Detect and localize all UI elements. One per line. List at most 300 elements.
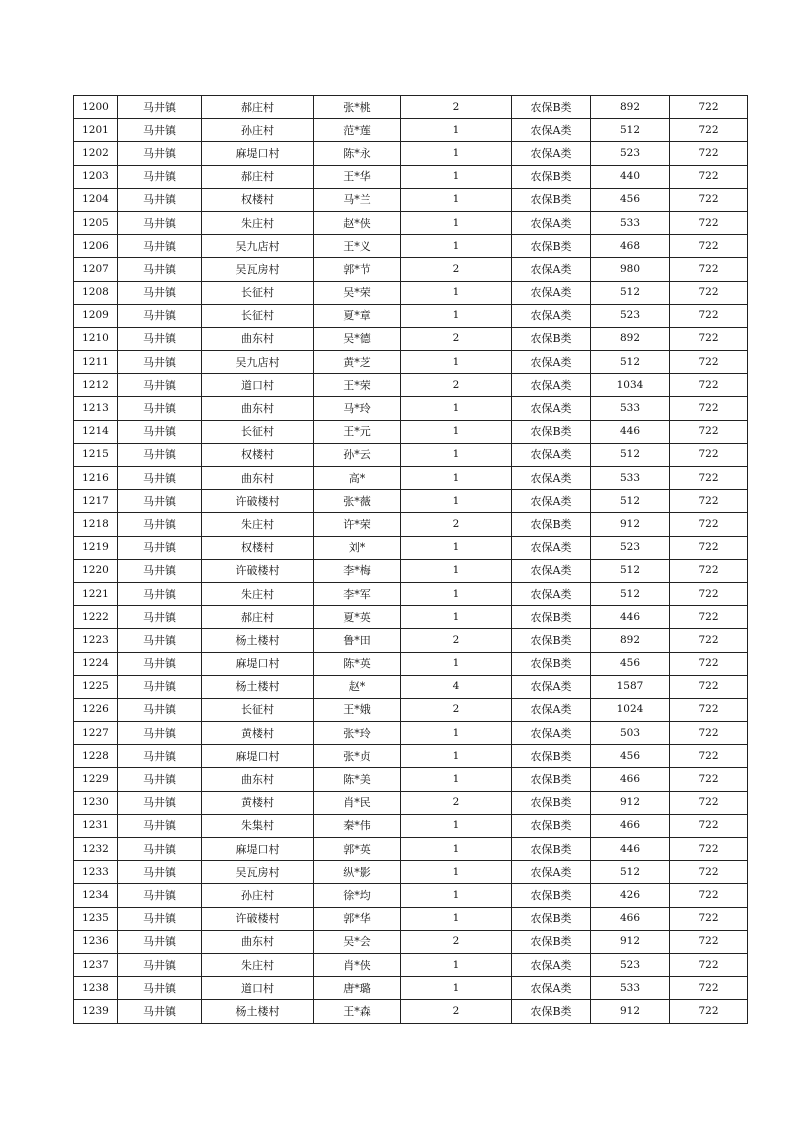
- table-row: [74, 235, 748, 258]
- table-row: [74, 96, 748, 119]
- household-count-cell: 2: [401, 698, 512, 721]
- row-number-cell: 1232: [74, 838, 118, 861]
- table-row: [74, 165, 748, 188]
- table-row: [74, 211, 748, 234]
- table-row: [74, 768, 748, 791]
- town-cell: 马井镇: [118, 235, 202, 258]
- household-count-cell: 1: [401, 188, 512, 211]
- row-number-cell: 1236: [74, 930, 118, 953]
- row-number-cell: 1205: [74, 211, 118, 234]
- town-cell: 马井镇: [118, 281, 202, 304]
- name-cell: 夏*英: [314, 606, 401, 629]
- town-cell: 马井镇: [118, 977, 202, 1000]
- household-count-cell: 1: [401, 768, 512, 791]
- standard-cell: 722: [670, 977, 748, 1000]
- table-row: [74, 745, 748, 768]
- insurance-category-cell: 农保B类: [512, 629, 591, 652]
- name-cell: 马*玲: [314, 397, 401, 420]
- village-cell: 权楼村: [202, 536, 314, 559]
- standard-cell: 722: [670, 838, 748, 861]
- row-number-cell: 1235: [74, 907, 118, 930]
- village-cell: 长征村: [202, 420, 314, 443]
- name-cell: 刘*: [314, 536, 401, 559]
- household-count-cell: 1: [401, 235, 512, 258]
- town-cell: 马井镇: [118, 652, 202, 675]
- standard-cell: 722: [670, 559, 748, 582]
- insurance-category-cell: 农保B类: [512, 327, 591, 350]
- village-cell: 郝庄村: [202, 96, 314, 119]
- table-row: [74, 838, 748, 861]
- amount-cell: 426: [591, 884, 670, 907]
- town-cell: 马井镇: [118, 953, 202, 976]
- insurance-category-cell: 农保A类: [512, 443, 591, 466]
- row-number-cell: 1208: [74, 281, 118, 304]
- town-cell: 马井镇: [118, 374, 202, 397]
- row-number-cell: 1206: [74, 235, 118, 258]
- village-cell: 杨土楼村: [202, 629, 314, 652]
- town-cell: 马井镇: [118, 513, 202, 536]
- name-cell: 范*莲: [314, 119, 401, 142]
- standard-cell: 722: [670, 281, 748, 304]
- amount-cell: 523: [591, 142, 670, 165]
- insurance-category-cell: 农保B类: [512, 420, 591, 443]
- standard-cell: 722: [670, 536, 748, 559]
- amount-cell: 512: [591, 351, 670, 374]
- row-number-cell: 1229: [74, 768, 118, 791]
- standard-cell: 722: [670, 165, 748, 188]
- amount-cell: 456: [591, 652, 670, 675]
- name-cell: 秦*伟: [314, 814, 401, 837]
- standard-cell: 722: [670, 1000, 748, 1023]
- table-row: [74, 930, 748, 953]
- household-count-cell: 1: [401, 559, 512, 582]
- amount-cell: 446: [591, 606, 670, 629]
- row-number-cell: 1219: [74, 536, 118, 559]
- standard-cell: 722: [670, 211, 748, 234]
- name-cell: 张*桃: [314, 96, 401, 119]
- table-row: [74, 629, 748, 652]
- insurance-category-cell: 农保A类: [512, 351, 591, 374]
- name-cell: 陈*英: [314, 652, 401, 675]
- row-number-cell: 1223: [74, 629, 118, 652]
- village-cell: 吴瓦房村: [202, 258, 314, 281]
- village-cell: 孙庄村: [202, 884, 314, 907]
- household-count-cell: 1: [401, 397, 512, 420]
- name-cell: 陈*永: [314, 142, 401, 165]
- town-cell: 马井镇: [118, 327, 202, 350]
- insurance-category-cell: 农保B类: [512, 235, 591, 258]
- standard-cell: 722: [670, 953, 748, 976]
- insurance-category-cell: 农保A类: [512, 304, 591, 327]
- name-cell: 郭*英: [314, 838, 401, 861]
- town-cell: 马井镇: [118, 930, 202, 953]
- row-number-cell: 1211: [74, 351, 118, 374]
- row-number-cell: 1224: [74, 652, 118, 675]
- insurance-category-cell: 农保B类: [512, 652, 591, 675]
- amount-cell: 466: [591, 907, 670, 930]
- amount-cell: 503: [591, 722, 670, 745]
- row-number-cell: 1204: [74, 188, 118, 211]
- household-count-cell: 1: [401, 814, 512, 837]
- name-cell: 黄*芝: [314, 351, 401, 374]
- name-cell: 郭*节: [314, 258, 401, 281]
- village-cell: 麻堤口村: [202, 142, 314, 165]
- table-row: [74, 443, 748, 466]
- town-cell: 马井镇: [118, 96, 202, 119]
- records-table: [73, 95, 748, 1024]
- table-row: [74, 559, 748, 582]
- household-count-cell: 2: [401, 374, 512, 397]
- insurance-category-cell: 农保B类: [512, 165, 591, 188]
- name-cell: 唐*璐: [314, 977, 401, 1000]
- amount-cell: 912: [591, 791, 670, 814]
- standard-cell: 722: [670, 258, 748, 281]
- amount-cell: 456: [591, 745, 670, 768]
- name-cell: 夏*章: [314, 304, 401, 327]
- household-count-cell: 1: [401, 420, 512, 443]
- town-cell: 马井镇: [118, 443, 202, 466]
- village-cell: 黄楼村: [202, 791, 314, 814]
- household-count-cell: 1: [401, 281, 512, 304]
- table-row: [74, 1000, 748, 1023]
- amount-cell: 892: [591, 96, 670, 119]
- village-cell: 道口村: [202, 374, 314, 397]
- village-cell: 麻堤口村: [202, 838, 314, 861]
- village-cell: 曲东村: [202, 397, 314, 420]
- name-cell: 赵*侠: [314, 211, 401, 234]
- row-number-cell: 1207: [74, 258, 118, 281]
- name-cell: 纵*影: [314, 861, 401, 884]
- town-cell: 马井镇: [118, 814, 202, 837]
- name-cell: 赵*: [314, 675, 401, 698]
- amount-cell: 468: [591, 235, 670, 258]
- amount-cell: 512: [591, 443, 670, 466]
- row-number-cell: 1202: [74, 142, 118, 165]
- standard-cell: 722: [670, 420, 748, 443]
- table-row: [74, 582, 748, 605]
- standard-cell: 722: [670, 119, 748, 142]
- row-number-cell: 1233: [74, 861, 118, 884]
- standard-cell: 722: [670, 304, 748, 327]
- village-cell: 长征村: [202, 304, 314, 327]
- row-number-cell: 1217: [74, 490, 118, 513]
- name-cell: 吴*会: [314, 930, 401, 953]
- standard-cell: 722: [670, 884, 748, 907]
- name-cell: 高*: [314, 467, 401, 490]
- village-cell: 麻堤口村: [202, 652, 314, 675]
- table-row: [74, 188, 748, 211]
- household-count-cell: 1: [401, 977, 512, 1000]
- town-cell: 马井镇: [118, 304, 202, 327]
- standard-cell: 722: [670, 374, 748, 397]
- household-count-cell: 2: [401, 629, 512, 652]
- household-count-cell: 2: [401, 513, 512, 536]
- standard-cell: 722: [670, 907, 748, 930]
- amount-cell: 1034: [591, 374, 670, 397]
- amount-cell: 523: [591, 953, 670, 976]
- name-cell: 许*荣: [314, 513, 401, 536]
- insurance-category-cell: 农保B类: [512, 513, 591, 536]
- amount-cell: 980: [591, 258, 670, 281]
- name-cell: 王*元: [314, 420, 401, 443]
- table-row: [74, 977, 748, 1000]
- amount-cell: 512: [591, 559, 670, 582]
- insurance-category-cell: 农保B类: [512, 768, 591, 791]
- insurance-category-cell: 农保A类: [512, 675, 591, 698]
- table-row: [74, 884, 748, 907]
- household-count-cell: 2: [401, 258, 512, 281]
- insurance-category-cell: 农保A类: [512, 467, 591, 490]
- town-cell: 马井镇: [118, 142, 202, 165]
- household-count-cell: 1: [401, 582, 512, 605]
- household-count-cell: 2: [401, 96, 512, 119]
- amount-cell: 892: [591, 327, 670, 350]
- amount-cell: 440: [591, 165, 670, 188]
- name-cell: 王*娥: [314, 698, 401, 721]
- table-row: [74, 142, 748, 165]
- row-number-cell: 1230: [74, 791, 118, 814]
- standard-cell: 722: [670, 652, 748, 675]
- standard-cell: 722: [670, 397, 748, 420]
- village-cell: 朱庄村: [202, 582, 314, 605]
- table-row: [74, 513, 748, 536]
- standard-cell: 722: [670, 930, 748, 953]
- row-number-cell: 1209: [74, 304, 118, 327]
- household-count-cell: 1: [401, 722, 512, 745]
- standard-cell: 722: [670, 443, 748, 466]
- village-cell: 权楼村: [202, 443, 314, 466]
- household-count-cell: 1: [401, 884, 512, 907]
- village-cell: 长征村: [202, 281, 314, 304]
- standard-cell: 722: [670, 745, 748, 768]
- insurance-category-cell: 农保B类: [512, 606, 591, 629]
- row-number-cell: 1239: [74, 1000, 118, 1023]
- insurance-category-cell: 农保A类: [512, 861, 591, 884]
- town-cell: 马井镇: [118, 188, 202, 211]
- village-cell: 吴九店村: [202, 351, 314, 374]
- standard-cell: 722: [670, 814, 748, 837]
- standard-cell: 722: [670, 768, 748, 791]
- amount-cell: 512: [591, 490, 670, 513]
- household-count-cell: 1: [401, 467, 512, 490]
- household-count-cell: 2: [401, 791, 512, 814]
- row-number-cell: 1227: [74, 722, 118, 745]
- household-count-cell: 1: [401, 745, 512, 768]
- table-row: [74, 722, 748, 745]
- table-row: [74, 791, 748, 814]
- town-cell: 马井镇: [118, 211, 202, 234]
- village-cell: 朱集村: [202, 814, 314, 837]
- row-number-cell: 1237: [74, 953, 118, 976]
- row-number-cell: 1212: [74, 374, 118, 397]
- name-cell: 吴*德: [314, 327, 401, 350]
- village-cell: 吴九店村: [202, 235, 314, 258]
- name-cell: 李*梅: [314, 559, 401, 582]
- amount-cell: 533: [591, 397, 670, 420]
- amount-cell: 912: [591, 1000, 670, 1023]
- household-count-cell: 1: [401, 652, 512, 675]
- village-cell: 吴瓦房村: [202, 861, 314, 884]
- table-row: [74, 119, 748, 142]
- household-count-cell: 1: [401, 606, 512, 629]
- town-cell: 马井镇: [118, 351, 202, 374]
- town-cell: 马井镇: [118, 675, 202, 698]
- insurance-category-cell: 农保A类: [512, 119, 591, 142]
- row-number-cell: 1210: [74, 327, 118, 350]
- town-cell: 马井镇: [118, 884, 202, 907]
- town-cell: 马井镇: [118, 629, 202, 652]
- town-cell: 马井镇: [118, 722, 202, 745]
- insurance-category-cell: 农保B类: [512, 838, 591, 861]
- village-cell: 朱庄村: [202, 513, 314, 536]
- name-cell: 张*玲: [314, 722, 401, 745]
- row-number-cell: 1231: [74, 814, 118, 837]
- household-count-cell: 1: [401, 490, 512, 513]
- insurance-category-cell: 农保A类: [512, 490, 591, 513]
- amount-cell: 912: [591, 513, 670, 536]
- standard-cell: 722: [670, 629, 748, 652]
- household-count-cell: 1: [401, 536, 512, 559]
- standard-cell: 722: [670, 467, 748, 490]
- table-row: [74, 420, 748, 443]
- insurance-category-cell: 农保A类: [512, 397, 591, 420]
- name-cell: 张*薇: [314, 490, 401, 513]
- insurance-category-cell: 农保A类: [512, 536, 591, 559]
- amount-cell: 512: [591, 582, 670, 605]
- village-cell: 权楼村: [202, 188, 314, 211]
- standard-cell: 722: [670, 235, 748, 258]
- table-row: [74, 467, 748, 490]
- village-cell: 曲东村: [202, 327, 314, 350]
- town-cell: 马井镇: [118, 838, 202, 861]
- amount-cell: 523: [591, 304, 670, 327]
- village-cell: 许破楼村: [202, 490, 314, 513]
- insurance-category-cell: 农保A类: [512, 698, 591, 721]
- insurance-category-cell: 农保B类: [512, 96, 591, 119]
- town-cell: 马井镇: [118, 559, 202, 582]
- insurance-category-cell: 农保A类: [512, 977, 591, 1000]
- village-cell: 郝庄村: [202, 606, 314, 629]
- insurance-category-cell: 农保B类: [512, 1000, 591, 1023]
- amount-cell: 446: [591, 420, 670, 443]
- town-cell: 马井镇: [118, 397, 202, 420]
- village-cell: 曲东村: [202, 467, 314, 490]
- row-number-cell: 1218: [74, 513, 118, 536]
- amount-cell: 512: [591, 119, 670, 142]
- records-table-body: [74, 96, 748, 1024]
- amount-cell: 456: [591, 188, 670, 211]
- name-cell: 吴*荣: [314, 281, 401, 304]
- row-number-cell: 1213: [74, 397, 118, 420]
- amount-cell: 446: [591, 838, 670, 861]
- row-number-cell: 1234: [74, 884, 118, 907]
- table-row: [74, 327, 748, 350]
- household-count-cell: 1: [401, 351, 512, 374]
- name-cell: 孙*云: [314, 443, 401, 466]
- amount-cell: 512: [591, 281, 670, 304]
- amount-cell: 466: [591, 768, 670, 791]
- standard-cell: 722: [670, 606, 748, 629]
- name-cell: 张*贞: [314, 745, 401, 768]
- insurance-category-cell: 农保A类: [512, 722, 591, 745]
- table-row: [74, 606, 748, 629]
- insurance-category-cell: 农保A类: [512, 142, 591, 165]
- town-cell: 马井镇: [118, 606, 202, 629]
- row-number-cell: 1225: [74, 675, 118, 698]
- name-cell: 徐*均: [314, 884, 401, 907]
- table-row: [74, 536, 748, 559]
- household-count-cell: 4: [401, 675, 512, 698]
- insurance-category-cell: 农保B类: [512, 188, 591, 211]
- town-cell: 马井镇: [118, 582, 202, 605]
- table-row: [74, 397, 748, 420]
- town-cell: 马井镇: [118, 861, 202, 884]
- standard-cell: 722: [670, 582, 748, 605]
- village-cell: 孙庄村: [202, 119, 314, 142]
- amount-cell: 512: [591, 861, 670, 884]
- table-row: [74, 258, 748, 281]
- insurance-category-cell: 农保A类: [512, 211, 591, 234]
- name-cell: 王*森: [314, 1000, 401, 1023]
- standard-cell: 722: [670, 142, 748, 165]
- row-number-cell: 1215: [74, 443, 118, 466]
- table-row: [74, 698, 748, 721]
- row-number-cell: 1226: [74, 698, 118, 721]
- amount-cell: 1024: [591, 698, 670, 721]
- table-row: [74, 814, 748, 837]
- amount-cell: 466: [591, 814, 670, 837]
- household-count-cell: 1: [401, 443, 512, 466]
- standard-cell: 722: [670, 327, 748, 350]
- standard-cell: 722: [670, 513, 748, 536]
- insurance-category-cell: 农保A类: [512, 258, 591, 281]
- name-cell: 肖*民: [314, 791, 401, 814]
- row-number-cell: 1220: [74, 559, 118, 582]
- table-row: [74, 652, 748, 675]
- amount-cell: 1587: [591, 675, 670, 698]
- amount-cell: 523: [591, 536, 670, 559]
- village-cell: 杨土楼村: [202, 1000, 314, 1023]
- town-cell: 马井镇: [118, 420, 202, 443]
- row-number-cell: 1201: [74, 119, 118, 142]
- name-cell: 郭*华: [314, 907, 401, 930]
- table-row: [74, 675, 748, 698]
- village-cell: 许破楼村: [202, 907, 314, 930]
- name-cell: 马*兰: [314, 188, 401, 211]
- household-count-cell: 2: [401, 930, 512, 953]
- insurance-category-cell: 农保B类: [512, 791, 591, 814]
- row-number-cell: 1222: [74, 606, 118, 629]
- town-cell: 马井镇: [118, 536, 202, 559]
- village-cell: 郝庄村: [202, 165, 314, 188]
- insurance-category-cell: 农保B类: [512, 745, 591, 768]
- row-number-cell: 1200: [74, 96, 118, 119]
- table-row: [74, 490, 748, 513]
- town-cell: 马井镇: [118, 490, 202, 513]
- row-number-cell: 1203: [74, 165, 118, 188]
- standard-cell: 722: [670, 351, 748, 374]
- amount-cell: 912: [591, 930, 670, 953]
- household-count-cell: 1: [401, 838, 512, 861]
- insurance-category-cell: 农保A类: [512, 281, 591, 304]
- town-cell: 马井镇: [118, 791, 202, 814]
- household-count-cell: 2: [401, 327, 512, 350]
- insurance-category-cell: 农保A类: [512, 582, 591, 605]
- household-count-cell: 1: [401, 119, 512, 142]
- insurance-category-cell: 农保B类: [512, 814, 591, 837]
- village-cell: 杨土楼村: [202, 675, 314, 698]
- amount-cell: 533: [591, 211, 670, 234]
